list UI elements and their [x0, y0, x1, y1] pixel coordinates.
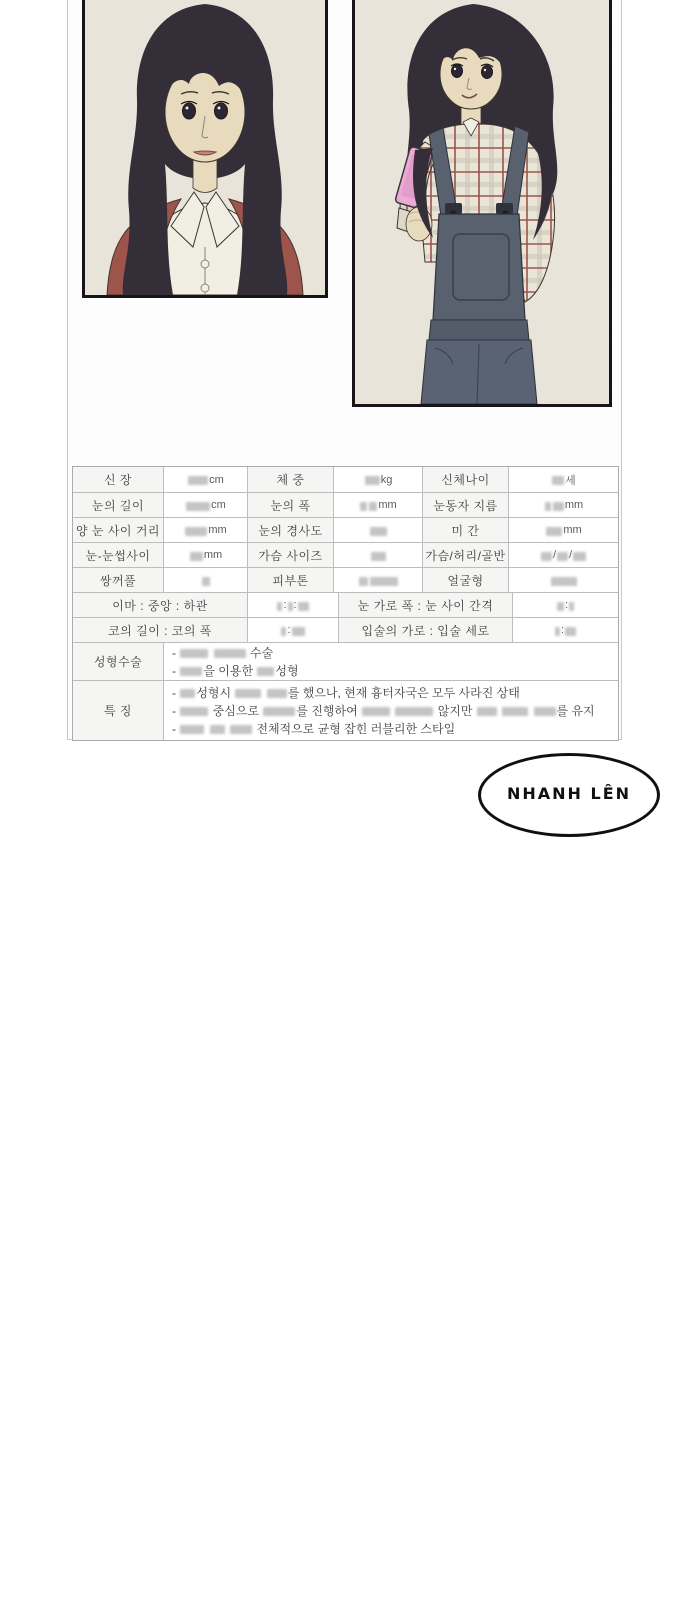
table-cell-label: 가슴/허리/골반	[422, 542, 508, 567]
portrait-fullbody-illustration	[355, 0, 609, 404]
censored-value	[359, 577, 368, 586]
table-cell-value	[163, 567, 247, 592]
table-cell-label: 눈의 경사도	[247, 517, 333, 542]
censored-value	[365, 476, 380, 485]
censored-value	[573, 552, 586, 561]
portrait-closeup-frame	[82, 0, 328, 298]
censored-value	[180, 725, 204, 734]
table-row	[73, 517, 618, 542]
censored-value	[180, 689, 195, 698]
censored-value	[371, 552, 386, 561]
censored-value	[565, 627, 576, 636]
table-cell-label: 신 장	[73, 467, 163, 492]
censored-value	[186, 502, 210, 511]
censored-value	[180, 707, 208, 716]
censored-value	[185, 527, 207, 536]
censored-value	[545, 502, 551, 511]
censored-value	[267, 689, 287, 698]
table-cell-label: 쌍꺼풀	[73, 567, 163, 592]
censored-value	[188, 476, 208, 485]
censored-value	[553, 502, 564, 511]
table-cell-value: mm	[508, 517, 618, 542]
table-row	[73, 492, 618, 517]
censored-value	[360, 502, 367, 511]
table-cell-value: 세	[508, 467, 618, 492]
censored-value	[555, 627, 560, 636]
table-cell-value: mm	[508, 492, 618, 517]
censored-value	[369, 502, 377, 511]
portrait-fullbody-frame	[352, 0, 612, 407]
censored-value	[552, 476, 564, 485]
table-cell-value: :	[512, 592, 618, 617]
table-cell-value: kg	[333, 467, 422, 492]
censored-value	[370, 577, 398, 586]
censored-value	[257, 667, 274, 676]
table-cell-text: - 수술 - 을 이용한 성형	[163, 642, 618, 680]
censored-value	[557, 552, 568, 561]
table-row	[73, 617, 618, 642]
table-cell-label: 입술의 가로 : 입술 세로	[338, 617, 512, 642]
speech-bubble-text: NHANH LÊN	[506, 783, 632, 803]
censored-value	[263, 707, 295, 716]
censored-value	[230, 725, 252, 734]
table-cell-label: 눈의 폭	[247, 492, 333, 517]
table-cell-label: 눈 가로 폭 : 눈 사이 간격	[338, 592, 512, 617]
censored-value	[395, 707, 433, 716]
table-cell-value	[333, 517, 422, 542]
censored-value	[362, 707, 390, 716]
table-cell-label: 신체나이	[422, 467, 508, 492]
table-cell-value: : :	[247, 592, 338, 617]
table-row	[73, 680, 618, 740]
table-cell-value: cm	[163, 492, 247, 517]
table-cell-value	[333, 542, 422, 567]
table-cell-value: cm	[163, 467, 247, 492]
censored-value	[551, 577, 577, 586]
table-cell-value	[333, 567, 422, 592]
censored-value	[190, 552, 203, 561]
censored-value	[288, 602, 293, 611]
table-cell-value: :	[247, 617, 338, 642]
table-cell-label: 특 징	[73, 680, 163, 740]
table-row	[73, 642, 618, 680]
table-cell-value: :	[512, 617, 618, 642]
character-info-table	[72, 466, 619, 741]
table-cell-value: / /	[508, 542, 618, 567]
censored-value	[210, 725, 225, 734]
table-cell-label: 눈-눈썹사이	[73, 542, 163, 567]
table-row	[73, 567, 618, 592]
censored-value	[180, 667, 202, 676]
table-cell-value	[508, 567, 618, 592]
censored-value	[298, 602, 309, 611]
censored-value	[541, 552, 552, 561]
portrait-closeup-illustration	[85, 0, 325, 295]
table-cell-label: 체 중	[247, 467, 333, 492]
table-cell-label: 미 간	[422, 517, 508, 542]
speech-bubble	[478, 753, 660, 837]
table-cell-text: - 성형시 를 했으나, 현재 흉터자국은 모두 사라진 상태 - 중심으로 를 진행하여 않지만 를 유지 - 전체적으로 균형 잡힌 러블리한 스타일	[163, 680, 618, 740]
censored-value	[569, 602, 574, 611]
censored-value	[281, 627, 286, 636]
table-cell-label: 피부톤	[247, 567, 333, 592]
table-cell-label: 눈의 길이	[73, 492, 163, 517]
censored-value	[235, 689, 261, 698]
table-cell-label: 눈동자 지름	[422, 492, 508, 517]
table-cell-label: 성형수술	[73, 642, 163, 680]
censored-value	[180, 649, 208, 658]
table-cell-value: mm	[163, 517, 247, 542]
table-cell-label: 코의 길이 : 코의 폭	[73, 617, 247, 642]
table-cell-value: mm	[333, 492, 422, 517]
censored-value	[502, 707, 528, 716]
table-row	[73, 467, 618, 492]
censored-value	[557, 602, 564, 611]
table-cell-label: 얼굴형	[422, 567, 508, 592]
table-row	[73, 542, 618, 567]
table-cell-label: 가슴 사이즈	[247, 542, 333, 567]
table-cell-label: 양 눈 사이 거리	[73, 517, 163, 542]
censored-value	[534, 707, 556, 716]
censored-value	[292, 627, 305, 636]
censored-value	[477, 707, 497, 716]
table-cell-value: mm	[163, 542, 247, 567]
table-cell-label: 이마 : 중앙 : 하관	[73, 592, 247, 617]
censored-value	[214, 649, 246, 658]
censored-value	[546, 527, 562, 536]
censored-value	[202, 577, 210, 586]
censored-value	[277, 602, 282, 611]
censored-value	[370, 527, 387, 536]
table-row	[73, 592, 618, 617]
